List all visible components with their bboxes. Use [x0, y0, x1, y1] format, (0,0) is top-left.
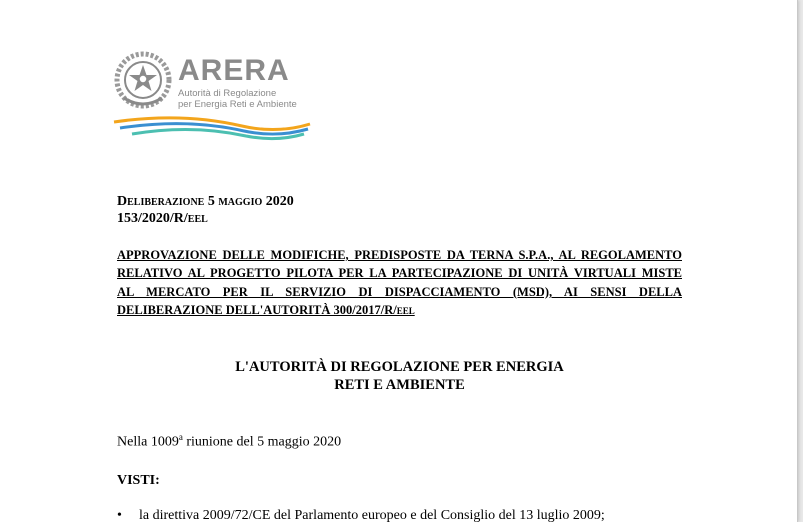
logo-waves-icon	[112, 114, 312, 146]
meeting-suffix: riunione del 5 maggio 2020	[182, 434, 342, 450]
emblem-icon	[112, 48, 174, 112]
deliberation-number: 153/2020/R/eel	[117, 211, 208, 226]
title-line-2: RELATIVO AL PROGETTO PILOTA PER LA PARTECIPAZIONE DI UNITÀ VIRTUALI MISTE	[117, 266, 682, 280]
authority-heading-line2: RETI E AMBIENTE	[334, 377, 465, 393]
title-line-3: AL MERCATO PER IL SERVIZIO DI DISPACCIAMENTO (MSD), AI SENSI DELLA	[117, 285, 682, 299]
title-line-1: APPROVAZIONE DELLE MODIFICHE, PREDISPOSTE DA TERNA S.P.A., AL REGOLAMENTO	[117, 248, 682, 262]
meeting-prefix: Nella 1009	[117, 434, 179, 450]
title-line-4: DELIBERAZIONE DELL'AUTORITÀ 300/2017/R/eel	[117, 303, 415, 317]
visti-label: VISTI:	[117, 473, 160, 488]
meeting-ordinal: a	[178, 432, 183, 442]
bullet-icon: •	[117, 508, 122, 522]
list-item-text: la direttiva 2009/72/CE del Parlamento europeo e del Consiglio del 13 luglio 2009;	[139, 508, 605, 522]
logo-wordmark: ARERA	[178, 54, 290, 87]
authority-heading-line1: L'AUTORITÀ DI REGOLAZIONE PER ENERGIA	[235, 359, 564, 375]
arera-logo	[112, 44, 322, 154]
logo-subtitle-line1: Autorità di Regolazione	[178, 88, 277, 99]
logo-subtitle-line2: per Energia Reti e Ambiente	[178, 99, 297, 110]
list-item	[117, 508, 605, 522]
meeting-line	[117, 432, 341, 451]
deliberation-date: Deliberazione 5 maggio 2020	[117, 194, 294, 209]
